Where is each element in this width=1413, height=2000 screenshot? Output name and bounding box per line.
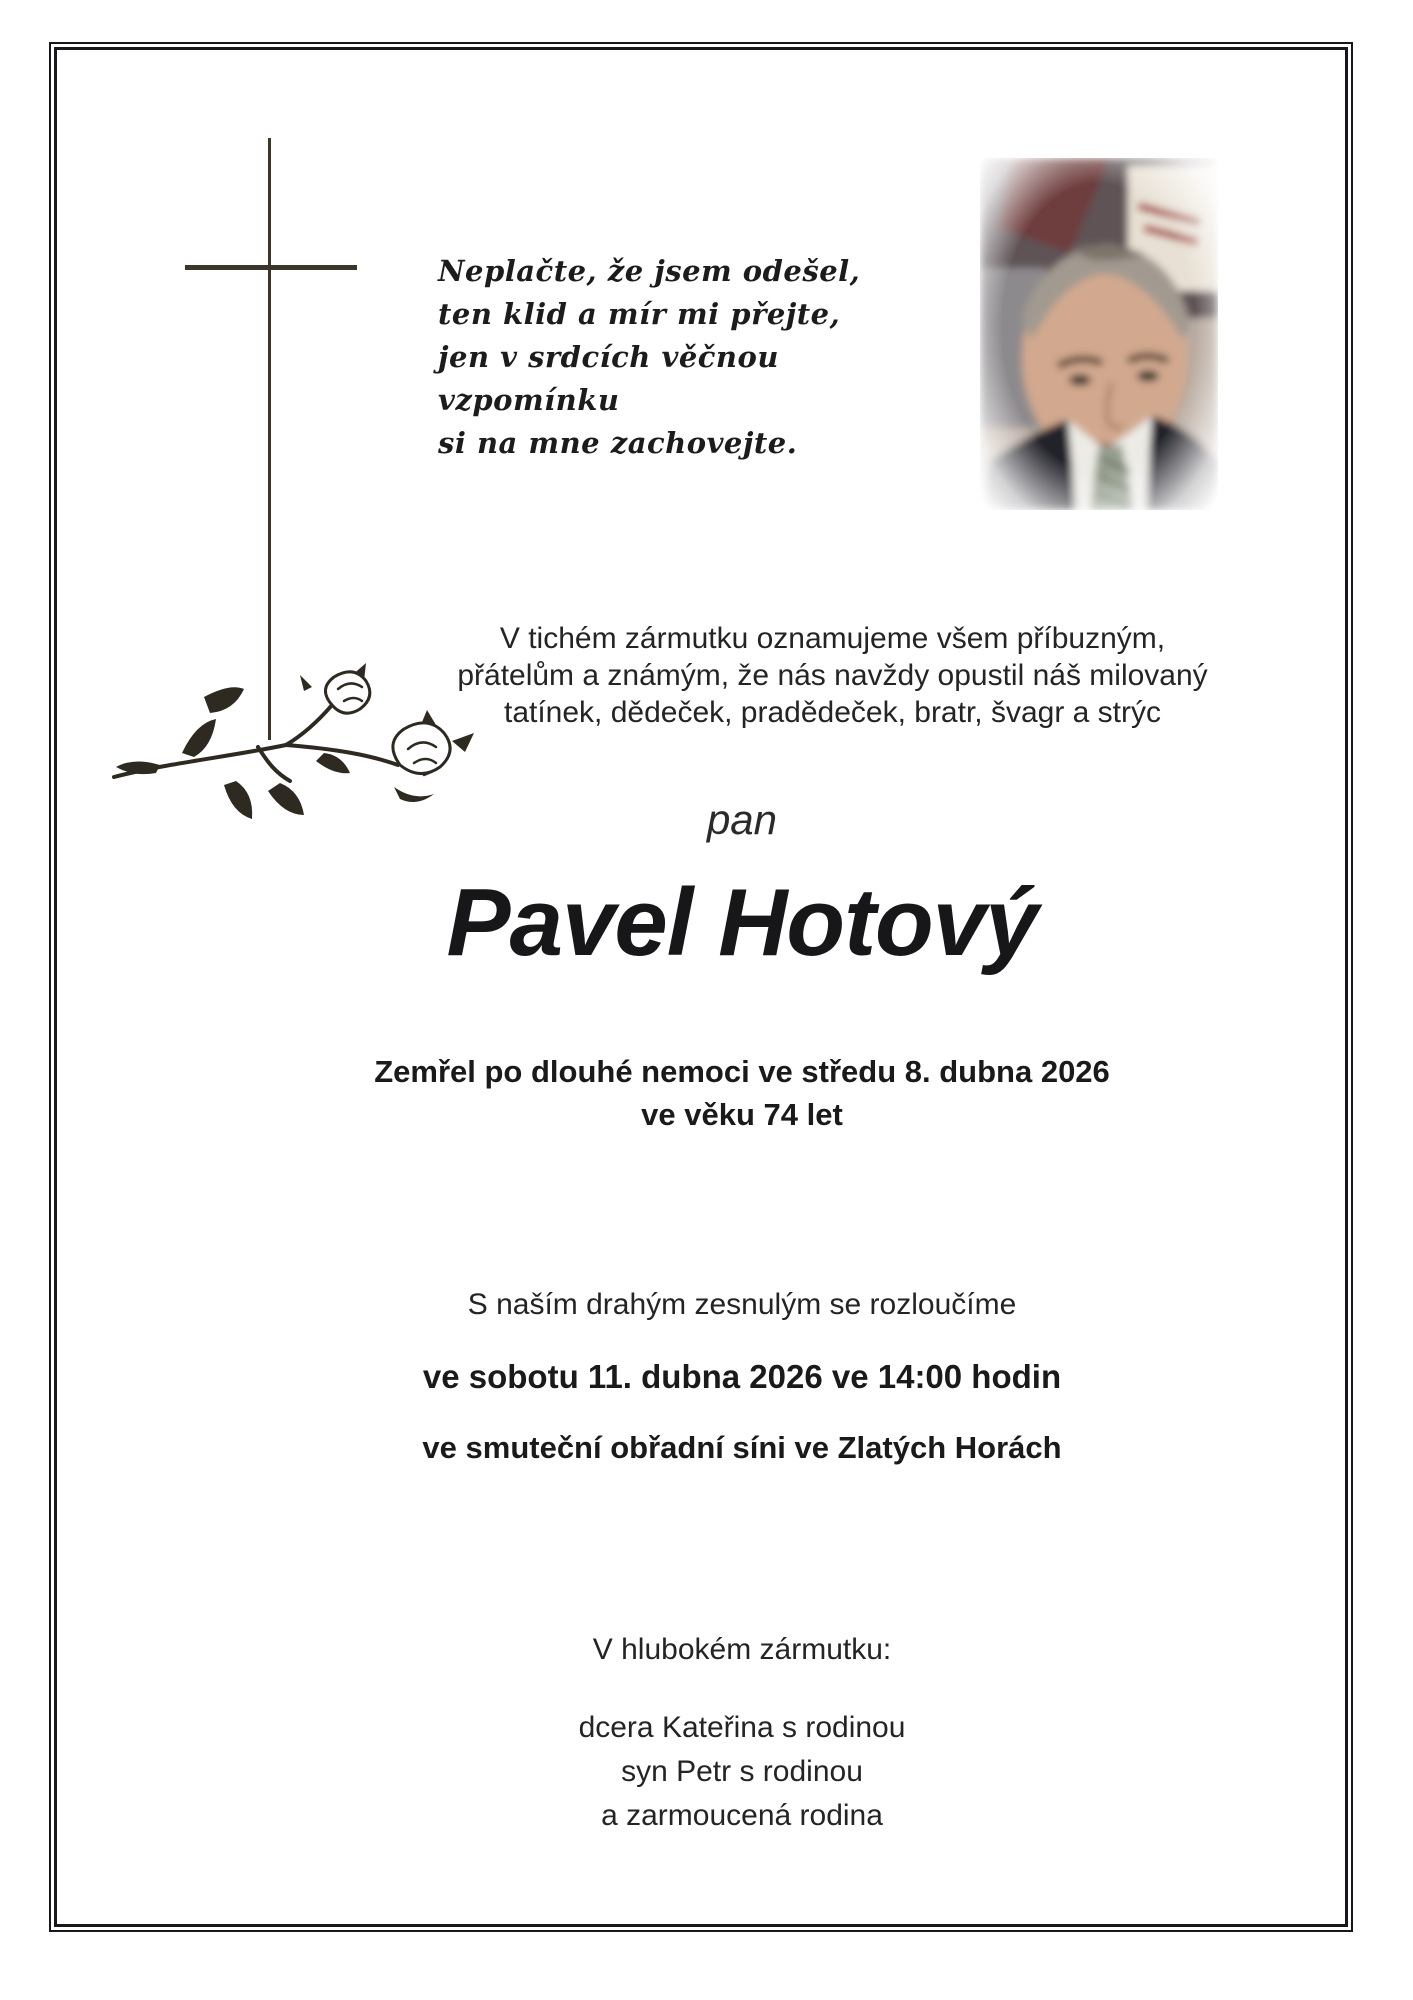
farewell-datetime: ve sobotu 11. dubna 2026 ve 14:00 hodin xyxy=(422,1358,1062,1395)
announcement-line: přátelům a známým, že nás navždy opustil náš milovaný xyxy=(457,659,1208,692)
deceased-name: Pavel Hotový xyxy=(446,869,1038,976)
announcement-line: tatínek, dědeček, pradědeček, bratr, švagr a strýc xyxy=(503,696,1161,729)
mourning-heading: V hlubokém zármutku: xyxy=(592,1633,892,1666)
death-line: Zemřel po dlouhé nemoci ve středu 8. dubna 2026 xyxy=(374,1054,1110,1089)
poem-verse xyxy=(438,250,958,465)
poem-line: jen v srdcích věčnou vzpomínku xyxy=(438,340,779,417)
family-member-line: a zarmoucená rodina xyxy=(601,1799,883,1832)
family-member-line: syn Petr s rodinou xyxy=(621,1755,863,1788)
portrait-photo xyxy=(980,158,1218,510)
death-line: ve věku 74 let xyxy=(641,1097,843,1132)
farewell-intro: S naším drahým zesnulým se rozloučíme xyxy=(467,1288,1017,1321)
poem-line: Neplačte, že jsem odešel, xyxy=(438,254,861,288)
poem-line: ten klid a mír mi přejte, xyxy=(438,297,841,331)
cross-icon-bar xyxy=(185,265,357,270)
poem-line: si na mne zachovejte. xyxy=(438,426,798,460)
death-details xyxy=(137,1050,1347,1136)
farewell-venue: ve smuteční obřadní síni ve Zlatých Horách xyxy=(422,1430,1062,1465)
salutation: pan xyxy=(706,796,778,843)
announcement-line: V tichém zármutku oznamujeme všem příbuzným, xyxy=(499,622,1166,655)
announcement-paragraph xyxy=(320,620,1345,731)
family-member-line: dcera Kateřina s rodinou xyxy=(578,1711,906,1744)
mourning-family-list xyxy=(137,1706,1347,1838)
